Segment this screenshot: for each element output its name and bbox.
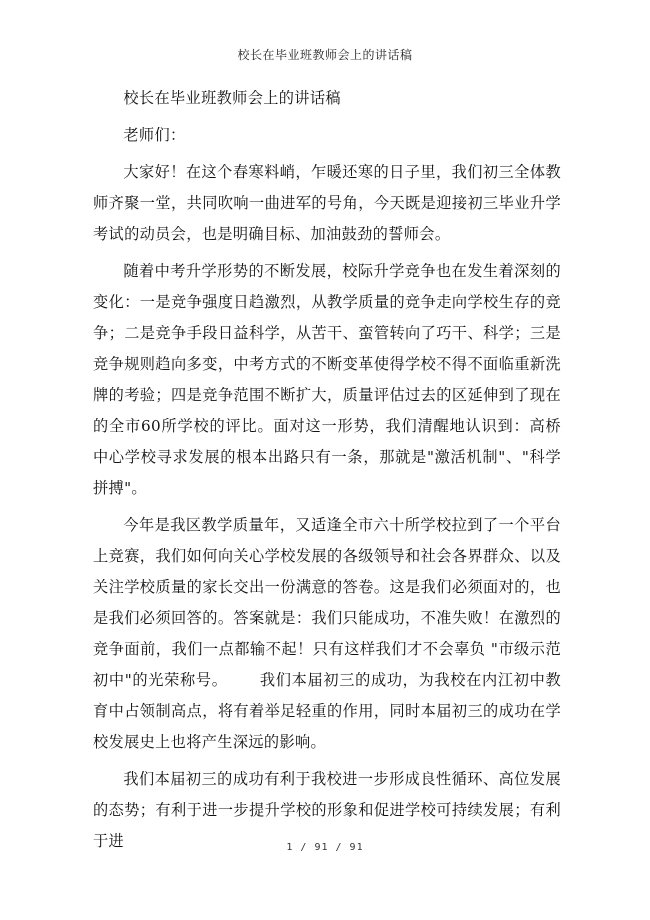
- salutation: 老师们：: [123, 126, 186, 144]
- paragraph-significance-text: 我们本届初三的成功，为我校在内江初中教育中占领制高点，将有着举足轻重的作用，同时本届初三的成功在学校发展史上也将产生深远的影响。: [93, 671, 561, 751]
- document-title: 校长在毕业班教师会上的讲话稿: [123, 89, 341, 107]
- paragraph-quality-year-text: 今年是我区教学质量年，又适逢全市六十所学校拉到了一个平台上竞赛，我们如何向关心学校发展的各级领导和社会各界群众、以及关注学校质量的家长交出一份满意的答卷。这是我们必须面对的，也是我们必须回答的。答案就是：我们只能成功，不准失败！在激烈的竞争面前，我们一点都输不起！只有这样我们才不会辜负 "市级示范初中"的光荣称号。: [93, 516, 561, 689]
- paragraph-greeting: 大家好！在这个春寒料峭，乍暖还寒的日子里，我们初三全体教师齐聚一堂，共同吹响一曲进军的号角，今天既是迎接初三毕业升学考试的动员会，也是明确目标、加油鼓劲的誓师会。: [93, 163, 561, 243]
- paragraph-competition: 随着中考升学形势的不断发展，校际升学竞争也在发生着深刻的变化：一是竞争强度日趋激烈，从教学质量的竞争走向学校生存的竞争；二是竞争手段日益科学，从苦干、蛮管转向了巧干、科学；三是竞争规则趋向多变，中考方式的不断变革使得学校不得不面临重新洗牌的考验；四是竞争范围不断扩大，质量评估过去的区延伸到了现在的全市60所学校的评比。面对这一形势，我们清醒地认识到：高桥中心学校寻求发展的根本出路只有一条，那就是"激活机制"、"科学拼搏"。: [93, 262, 561, 497]
- paragraph-quality-year: [93, 510, 561, 758]
- running-header: 校长在毕业班教师会上的讲话稿: [237, 48, 413, 62]
- page-number: 1 / 91 / 91: [286, 842, 364, 853]
- document-body: [93, 83, 561, 857]
- paragraph-benefits: 我们本届初三的成功有利于我校进一步形成良性循环、高位发展的态势；有利于进一步提升学校的形象和促进学校可持续发展；有利于进: [93, 770, 561, 850]
